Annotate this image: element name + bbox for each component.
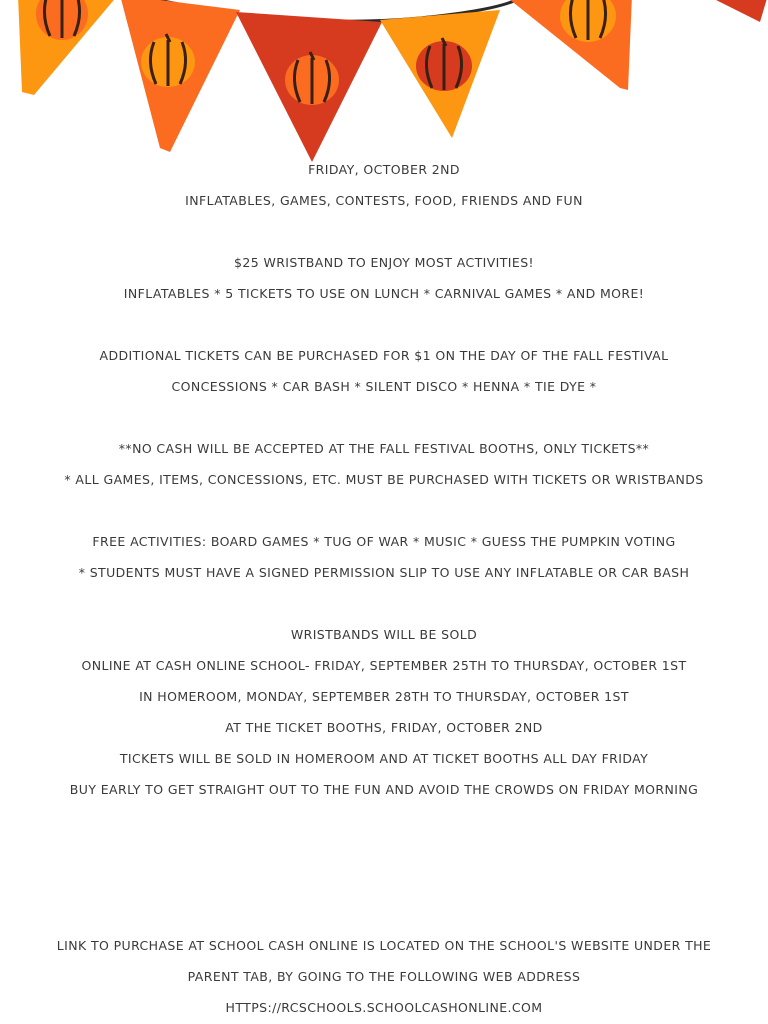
event-date: FRIDAY, OCTOBER 2ND [308,162,460,177]
purchase-rule: * ALL GAMES, ITEMS, CONCESSIONS, ETC. MUST BE PURCHASED WITH TICKETS OR WRISTBANDS [64,472,704,487]
free-activities: FREE ACTIVITIES: BOARD GAMES * TUG OF WAR * MUSIC * GUESS THE PUMPKIN VOTING [92,534,676,549]
sales-online: ONLINE AT CASH ONLINE SCHOOL- FRIDAY, SEPTEMBER 25TH TO THURSDAY, OCTOBER 1ST [81,658,687,673]
ticket-items: CONCESSIONS * CAR BASH * SILENT DISCO * HENNA * TIE DYE * [171,379,597,394]
wristband-includes: INFLATABLES * 5 TICKETS TO USE ON LUNCH * CARNIVAL GAMES * AND MORE! [123,286,645,301]
event-tagline: INFLATABLES, GAMES, CONTESTS, FOOD, FRIENDS AND FUN [185,193,583,208]
sales-homeroom: IN HOMEROOM, MONDAY, SEPTEMBER 28TH TO THURSDAY, OCTOBER 1ST [139,689,629,704]
permission-slip-note: * STUDENTS MUST HAVE A SIGNED PERMISSION SLIP TO USE ANY INFLATABLE OR CAR BASH [78,565,690,580]
purchase-url-link[interactable]: HTTPS://RCSCHOOLS.SCHOOLCASHONLINE.COM [225,1000,543,1015]
additional-tickets: ADDITIONAL TICKETS CAN BE PURCHASED FOR $1 ON THE DAY OF THE FALL FESTIVAL [99,348,669,363]
no-cash-notice: **NO CASH WILL BE ACCEPTED AT THE FALL FESTIVAL BOOTHS, ONLY TICKETS** [118,441,650,456]
buy-early-note: BUY EARLY TO GET STRAIGHT OUT TO THE FUN AND AVOID THE CROWDS ON FRIDAY MORNING [69,782,699,797]
link-instructions-1: LINK TO PURCHASE AT SCHOOL CASH ONLINE IS LOCATED ON THE SCHOOL'S WEBSITE UNDER THE [56,938,712,953]
wristband-title: $25 WRISTBAND TO ENJOY MOST ACTIVITIES! [234,255,534,270]
pumpkin-bunting-banner [0,0,768,165]
sales-booths: AT THE TICKET BOOTHS, FRIDAY, OCTOBER 2ND [225,720,543,735]
sales-heading: WRISTBANDS WILL BE SOLD [290,627,478,642]
link-instructions-2: PARENT TAB, BY GOING TO THE FOLLOWING WEB ADDRESS [187,969,581,984]
tickets-sold-note: TICKETS WILL BE SOLD IN HOMEROOM AND AT TICKET BOOTHS ALL DAY FRIDAY [119,751,649,766]
bunting-flag-6 [706,0,768,22]
